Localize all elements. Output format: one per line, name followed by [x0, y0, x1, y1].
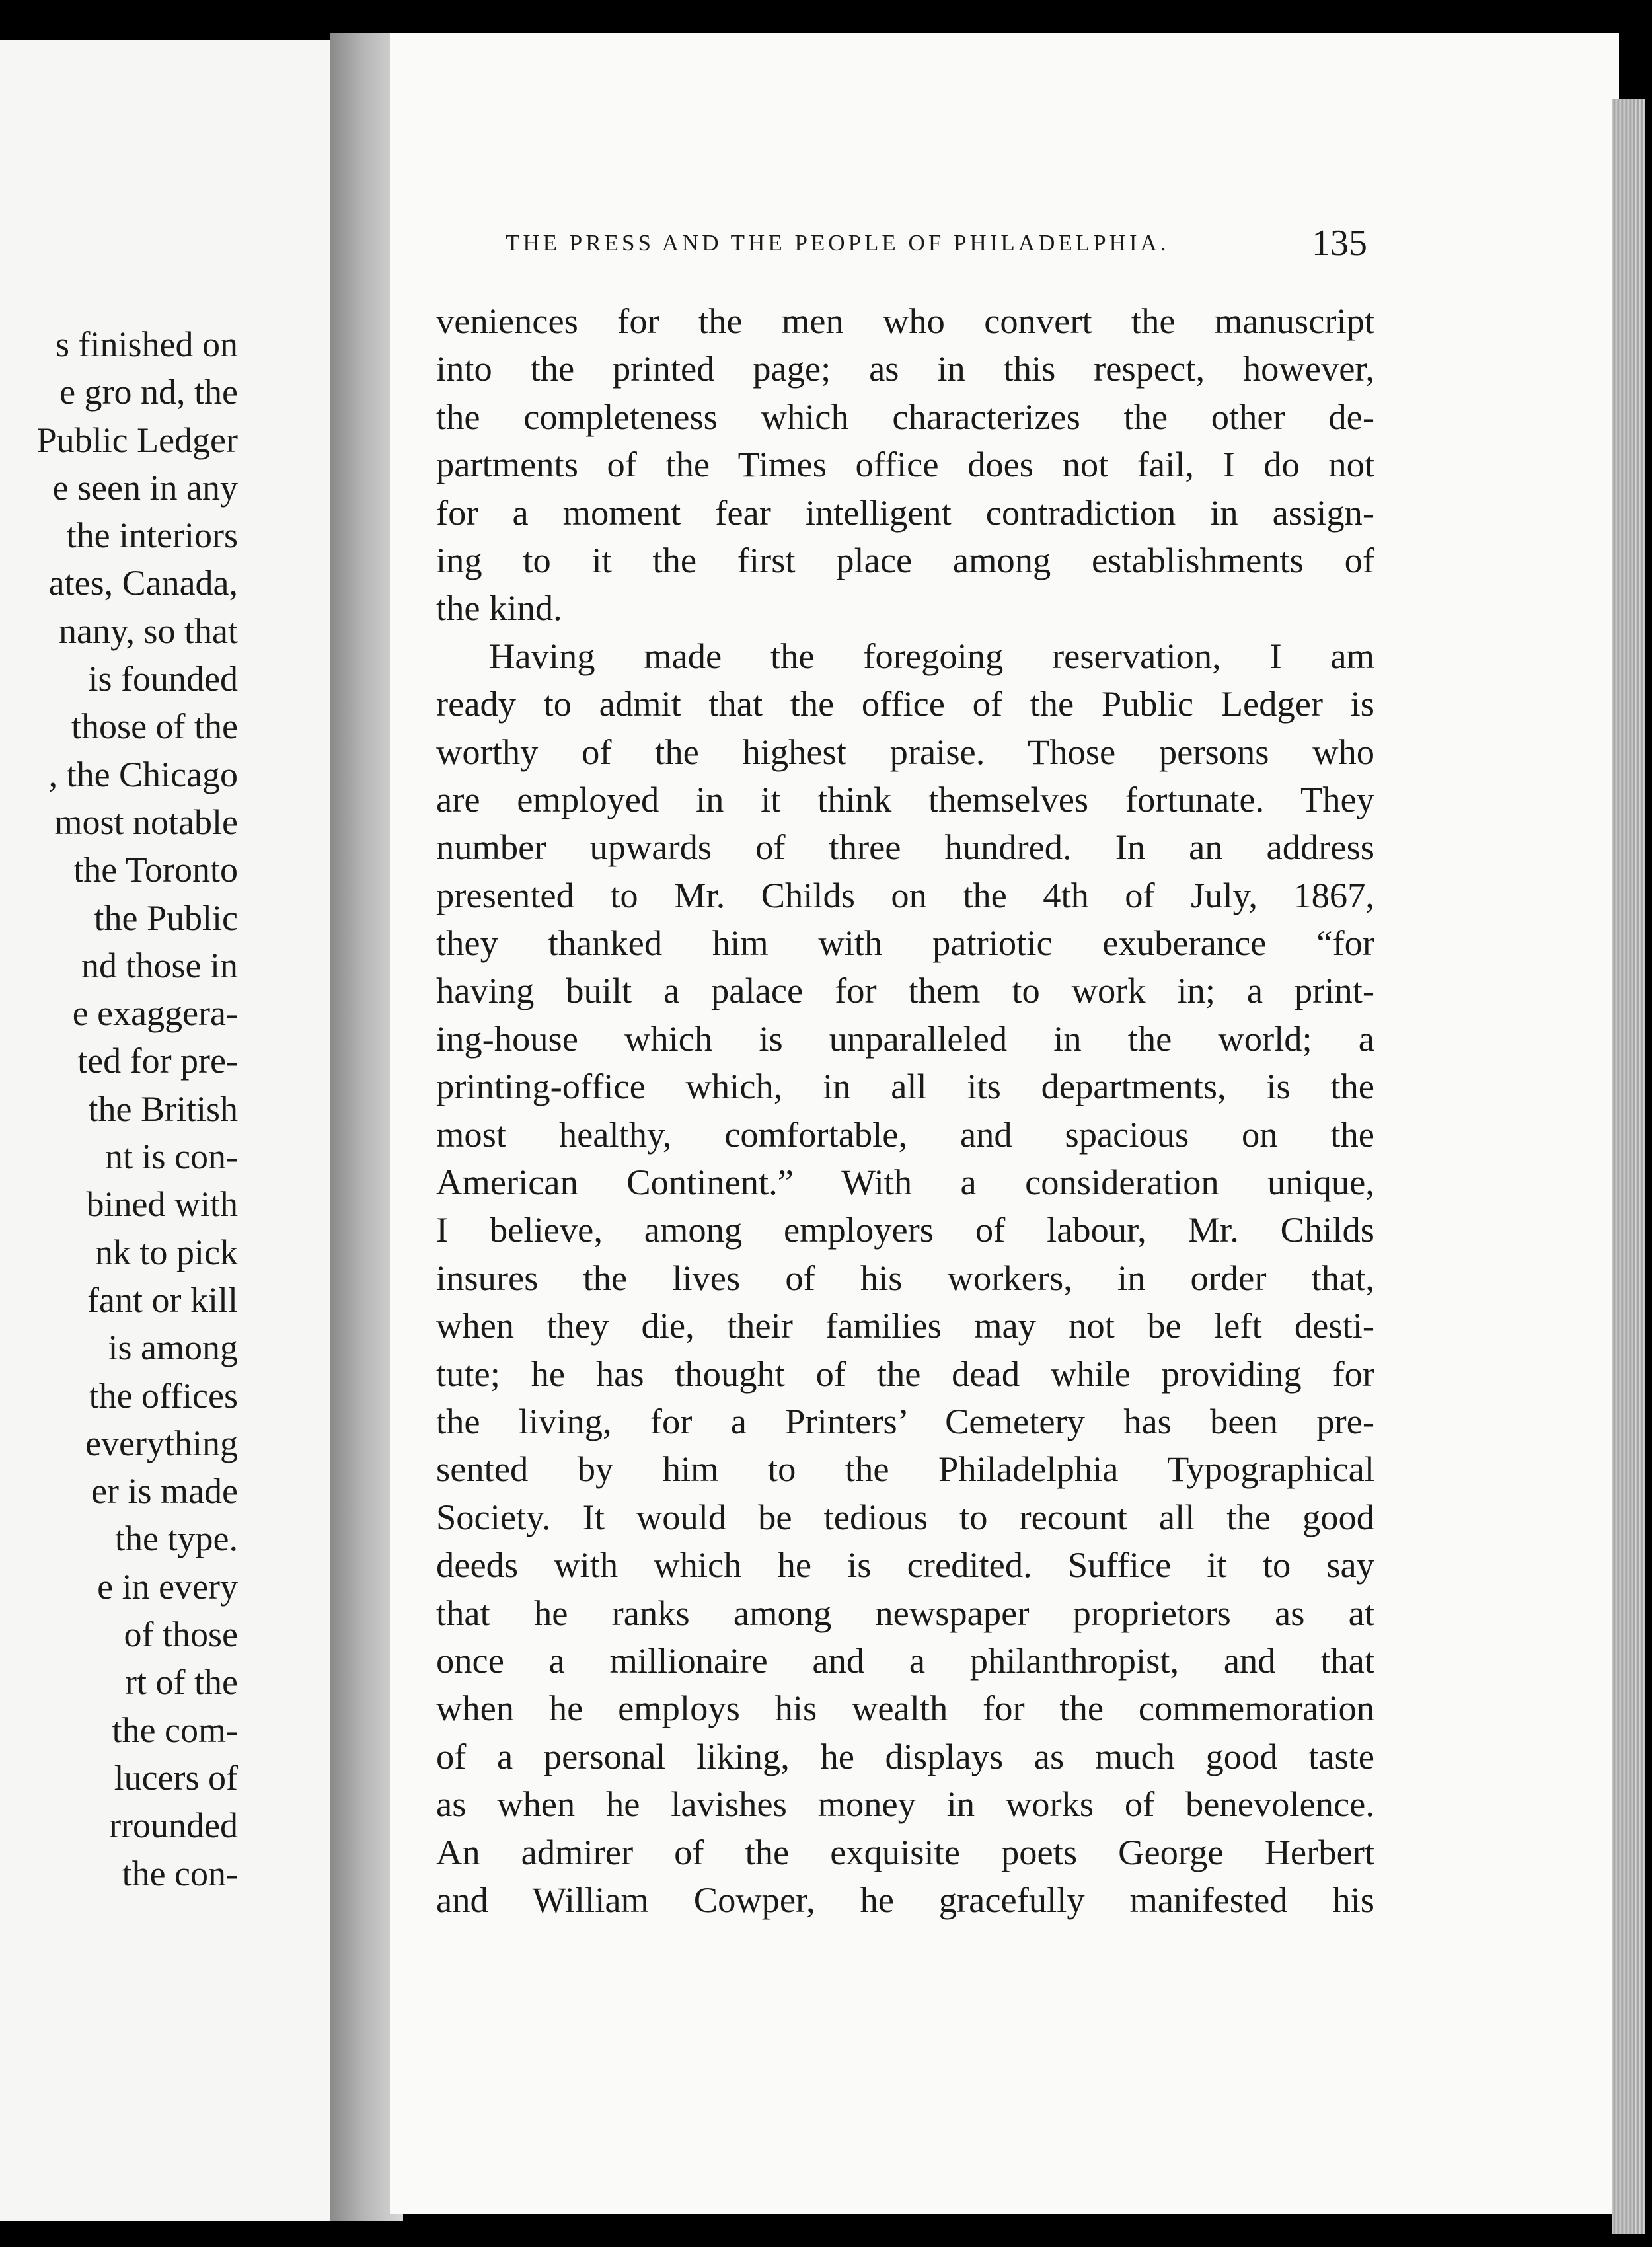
body-line: sented by him to the Philadelphia Typographical — [436, 1449, 1374, 1490]
body-line: presented to Mr. Childs on the 4th of July, 1867, — [436, 874, 1374, 915]
body-line: when he employs his wealth for the commemoration — [436, 1688, 1374, 1729]
left-facing-page — [0, 40, 330, 2221]
left-page-line: most notable — [54, 802, 238, 842]
page-edges — [1612, 99, 1645, 2234]
body-line: are employed in it think themselves fortunate. They — [436, 779, 1374, 819]
body-line: as when he lavishes money in works of benevolence. — [436, 1784, 1374, 1825]
body-line: I believe, among employers of labour, Mr. Childs — [436, 1209, 1374, 1250]
body-line: the living, for a Printers’ Cemetery has been pre- — [436, 1400, 1374, 1441]
body-line: American Continent.” With a consideration unique, — [436, 1162, 1374, 1203]
body-line: having built a palace for them to work in; a print- — [436, 970, 1374, 1011]
left-page-line: rrounded — [109, 1806, 238, 1846]
left-page-line: the offices — [89, 1375, 238, 1416]
left-page-line: bined with — [86, 1184, 238, 1225]
left-page-line: nany, so that — [59, 611, 238, 651]
left-page-line: Public Ledger — [36, 420, 238, 460]
left-page-line: ates, Canada, — [48, 563, 238, 603]
left-page-line: e gro nd, the — [59, 372, 238, 412]
left-page-line: the British — [88, 1088, 238, 1129]
body-text — [436, 297, 1374, 1924]
left-page-line: nd those in — [81, 945, 238, 985]
body-line: ready to admit that the office of the Public Ledger is — [436, 683, 1374, 724]
body-line: into the printed page; as in this respect, however, — [436, 348, 1374, 389]
body-line: number upwards of three hundred. In an address — [436, 827, 1374, 868]
body-line: Having made the foregoing reservation, I am — [489, 635, 1374, 676]
body-line: worthy of the highest praise. Those persons who — [436, 731, 1374, 772]
body-line: ing to it the first place among establishments of — [436, 539, 1374, 580]
left-page-line: those of the — [71, 706, 238, 747]
left-page-line: the interiors — [66, 515, 238, 556]
body-line: partments of the Times office does not fail, I do not — [436, 444, 1374, 485]
body-line: when they die, their families may not be left desti- — [436, 1305, 1374, 1346]
left-page-line: , the Chicago — [48, 754, 238, 794]
page-number: 135 — [1312, 223, 1367, 264]
body-line: ing-house which is unparalleled in the world; a — [436, 1018, 1374, 1059]
left-page-line: er is made — [91, 1471, 238, 1511]
left-page-line: e in every — [97, 1566, 238, 1607]
body-line: the completeness which characterizes the other de- — [436, 396, 1374, 437]
left-page-text — [0, 321, 238, 1897]
body-line: Society. It would be tedious to recount all the good — [436, 1496, 1374, 1537]
body-line: printing-office which, in all its departments, is the — [436, 1066, 1374, 1107]
body-line: the kind. — [436, 588, 562, 628]
left-page-line: s finished on — [56, 324, 238, 364]
left-page-line: the com- — [112, 1710, 238, 1750]
body-line: An admirer of the exquisite poets George Herbert — [436, 1831, 1374, 1872]
body-line: deeds with which he is credited. Suffice it to say — [436, 1544, 1374, 1585]
body-line: of a personal liking, he displays as much good taste — [436, 1735, 1374, 1776]
left-page-line: is founded — [88, 659, 238, 699]
left-page-line: the Public — [94, 897, 238, 938]
left-page-line: ted for pre- — [77, 1041, 238, 1081]
body-line: for a moment fear intelligent contradiction in assign- — [436, 492, 1374, 533]
body-line: that he ranks among newspaper proprietors as at — [436, 1592, 1374, 1633]
body-line: most healthy, comfortable, and spacious on the — [436, 1114, 1374, 1155]
left-page-line: nk to pick — [95, 1232, 238, 1272]
left-page-line: the con- — [122, 1853, 238, 1893]
running-head: THE PRESS AND THE PEOPLE OF PHILADELPHIA. — [506, 230, 1170, 256]
body-line: tute; he has thought of the dead while providing for — [436, 1353, 1374, 1394]
body-line: veniences for the men who convert the manuscript — [436, 301, 1374, 341]
left-page-line: nt is con- — [105, 1137, 238, 1177]
body-line: insures the lives of his workers, in order that, — [436, 1257, 1374, 1298]
left-page-line: is among — [108, 1328, 238, 1368]
left-page-line: rt of the — [125, 1662, 238, 1702]
left-page-line: fant or kill — [87, 1279, 238, 1320]
left-page-line: lucers of — [114, 1757, 238, 1798]
left-page-line: everything — [85, 1423, 238, 1463]
body-line: once a millionaire and a philanthropist, and that — [436, 1640, 1374, 1681]
left-page-line: e exaggera- — [72, 993, 238, 1034]
body-line: and William Cowper, he gracefully manifested his — [436, 1879, 1374, 1920]
left-page-line: the Toronto — [73, 850, 238, 890]
body-line: they thanked him with patriotic exuberance “for — [436, 923, 1374, 964]
left-page-line: the type. — [115, 1519, 238, 1559]
left-page-line: of those — [124, 1615, 238, 1655]
left-page-line: e seen in any — [52, 467, 238, 508]
